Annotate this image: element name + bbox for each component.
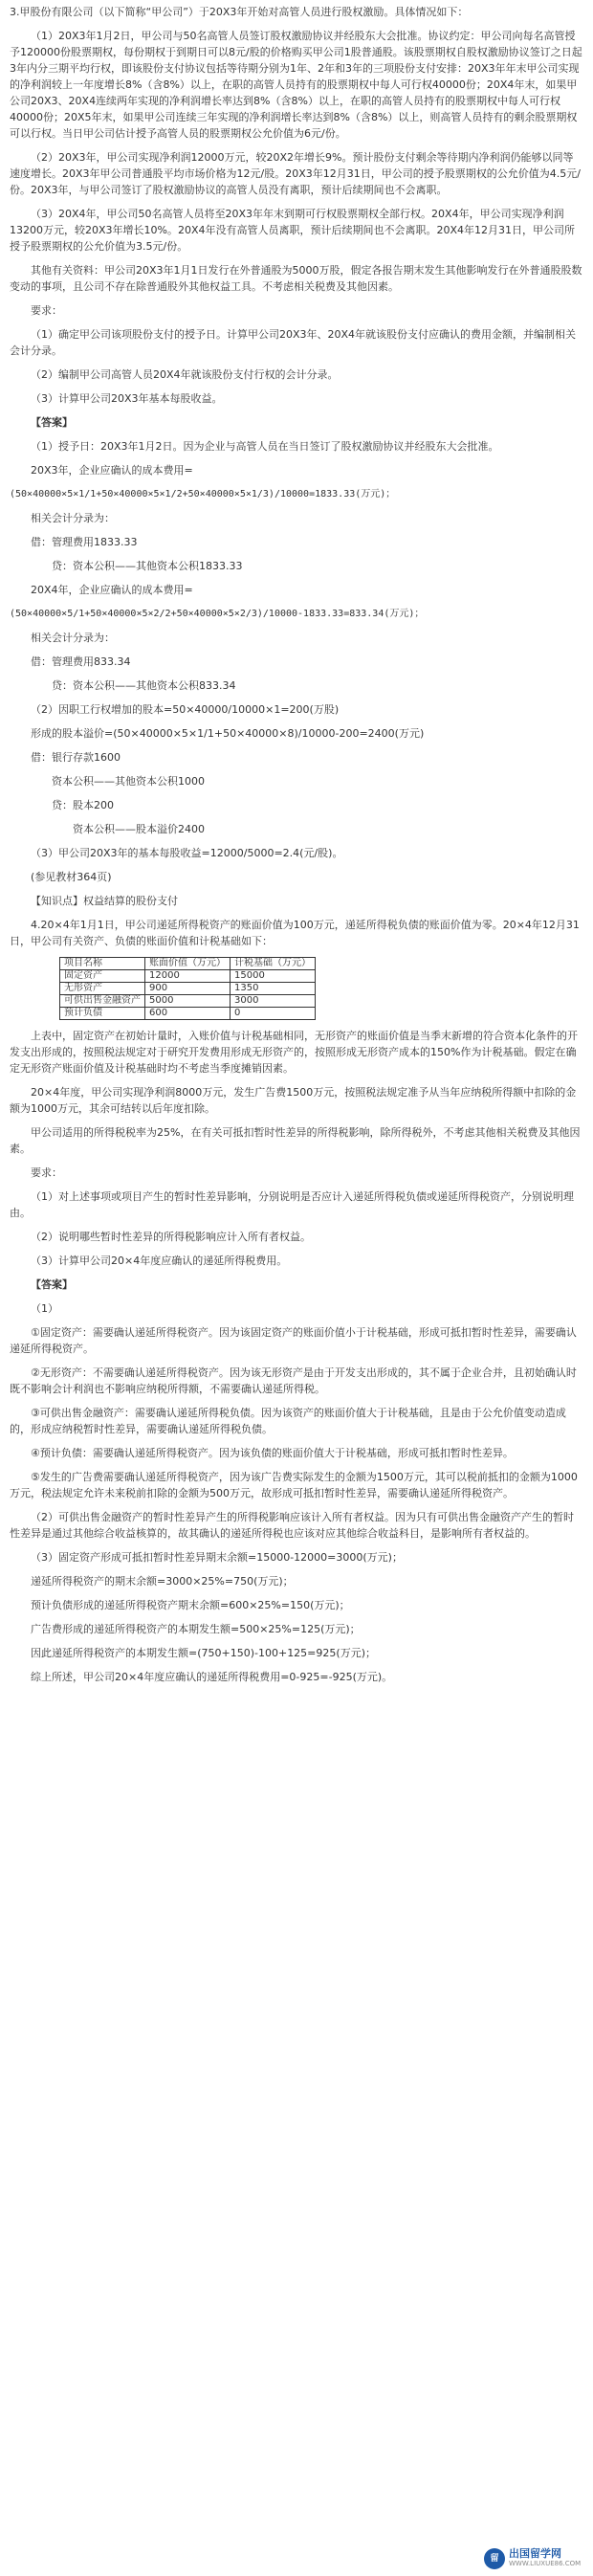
q4-para-2: 20×4年度，甲公司实现净利润8000万元，发生广告费1500万元，按照税法规定准予从当年应纳税所得额中扣除的金额为1000万元，其余可结转以后年度扣除。	[10, 1086, 577, 1115]
q3-entry-credit-3b: 资本公积——股本溢价2400	[73, 823, 205, 835]
table-row	[60, 970, 316, 983]
document	[10, 0, 583, 1685]
table-header-cell: 项目名称	[60, 958, 145, 970]
q3-expense-2024-label: 20X4年，企业应确认的成本费用=	[31, 584, 193, 596]
table-header-row	[60, 958, 316, 970]
watermark-name: 出国留学网	[509, 2547, 561, 2560]
q4-answer-3b: 预计负债形成的递延所得税资产期末余额=600×25%=150(万元)；	[31, 1599, 350, 1611]
table-row	[60, 995, 316, 1008]
table-cell: 3000	[231, 995, 316, 1008]
table-row	[60, 1008, 316, 1020]
table-cell: 0	[231, 1008, 316, 1020]
q4-answer-3: （3）固定资产形成可抵扣暂时性差异期末余额=15000-12000=3000(万元)；	[31, 1551, 403, 1564]
q4-answer-3e: 综上所述，甲公司20×4年度应确认的递延所得税费用=0-925=-925(万元)。	[31, 1671, 393, 1683]
q3-entry-debit-3: 借：银行存款1600	[31, 751, 121, 764]
q3-reference: (参见教材364页)	[31, 871, 112, 883]
q3-entry-debit-3b: 资本公积——其他资本公积1000	[52, 775, 205, 788]
q4-para-1: 上表中，固定资产在初始计量时，入账价值与计税基础相同，无形资产的账面价值是当季末新增的符合资本化条件的开发支出形成的，按照税法规定对于研究开发费用形成无形资产的，按照形成无形资产成本的150%作为计税基础。假定在确定无形资产账面价值及计税基础时均不考虑当季度摊销因素。	[10, 1030, 578, 1075]
q3-requirement-1: （1）确定甲公司该项股份支付的授予日。计算甲公司20X3年、20X4年就该股份支付应确认的费用金额，并编制相关会计分录。	[10, 328, 577, 357]
q3-expense-2023-label: 20X3年，企业应确认的成本费用=	[31, 464, 193, 477]
table-cell: 可供出售金融资产	[60, 995, 145, 1008]
q4-table	[59, 957, 316, 1020]
q4-requirements-label: 要求：	[31, 1166, 62, 1179]
table-cell: 1350	[231, 983, 316, 995]
table-cell: 12000	[145, 970, 231, 983]
q3-answer-1: （1）授予日：20X3年1月2日。因为企业与高管人员在当日签订了股权激励协议并经股东大会批准。	[31, 440, 499, 453]
q4-answer-2: （2）可供出售金融资产的暂时性差异产生的所得税影响应该计入所有者权益。因为只有可供出售金融资产产生的暂时性差异是通过其他综合收益核算的，故其确认的递延所得税也应该对应其他综合收益科目，是影响所有者权益的。	[10, 1511, 574, 1540]
q3-answer-2-premium: 形成的股本溢价=(50×40000×5×1/1+50×40000×8)/10000-200=2400(万元)	[31, 727, 425, 740]
q3-answer-2: （2）因职工行权增加的股本=50×40000/10000×1=200(万股)	[31, 703, 340, 716]
q4-answer-1-4: ④预计负债：需要确认递延所得税资产。因为该负债的账面价值大于计税基础，形成可抵扣暂时性差异。	[31, 1447, 514, 1459]
q3-para-3: （3）20X4年，甲公司50名高管人员将至20X3年年末到期可行权股票期权全部行权。20X4年，甲公司实现净利润13200万元，较20X3年增长10%。20X4年没有高管人员离职，预计后续期间也不会离职。20X4年12月31日，甲公司所授予股票期权的公允价值为3.5元/份。	[10, 208, 576, 253]
q3-para-2: （2）20X3年，甲公司实现净利润12000万元，较20X2年增长9%。预计股份支付剩余等待期内净利润仍能够以同等速度增长。20X3年甲公司普通股平均市场价格为12元/股。20X3年12月31日，甲公司的授予股票期权的公允价值为4.5元/份。20X3年，与甲公司签订了股权激励协议的高管人员没有离职，预计后续期间也不会离职。	[10, 151, 581, 196]
q3-answer-label: 【答案】	[31, 416, 73, 429]
q4-answer-label: 【答案】	[31, 1278, 73, 1291]
table-cell: 900	[145, 983, 231, 995]
q4-answer-1-1: ①固定资产：需要确认递延所得税资产。因为该固定资产的账面价值小于计税基础，形成可抵扣暂时性差异，需要确认递延所得税资产。	[10, 1326, 577, 1355]
q4-requirement-1: （1）对上述事项或项目产生的暂时性差异影响，分别说明是否应计入递延所得税负债或递延所得税资产，分别说明理由。	[10, 1190, 574, 1219]
q3-requirement-2: （2）编制甲公司高管人员20X4年就该股份支付行权的会计分录。	[31, 368, 339, 381]
table-cell: 预计负债	[60, 1008, 145, 1020]
q4-requirement-3: （3）计算甲公司20×4年度应确认的递延所得税费用。	[31, 1255, 288, 1267]
table-cell: 固定资产	[60, 970, 145, 983]
q3-para-1: （1）20X3年1月2日，甲公司与50名高管人员签订股权激励协议并经股东大会批准。协议约定：甲公司向每名高管授予120000份股票期权，每份期权于到期日可以8元/股的价格购买甲公司1股普通股。该股票期权自股权激励协议签订之日起3年内分三期平均行权，即该股份支付协议包括等待期分别为1年、2年和3年的三项股份支付安排：20X3年年末甲公司实现的净利润较上一年度增长8%（含8%）以上，在职的高管人员持有的股票期权中每人可行权40000份；20X4年末，如果甲公司20X3、20X4连续两年实现的净利润增长率达到8%（含8%）以上，在职的高管人员持有的股票期权中每人可行权40000份；20X5年末，如果甲公司连续三年实现的净利润增长率达到8%（含8%）以上，则高管人员持有的剩余股票期权可以行权。当日甲公司估计授予高管人员的股票期权公允价值为6元/份。	[10, 30, 582, 140]
q3-expense-2024-calc: (50×40000×5/1+50×40000×5×2/2+50×40000×5×2/3)/10000-1833.33=833.34(万元)；	[10, 609, 425, 619]
q3-answer-3: （3）甲公司20X3年的基本每股收益=12000/5000=2.4(元/股)。	[31, 847, 343, 859]
q3-requirement-3: （3）计算甲公司20X3年基本每股收益。	[31, 392, 223, 405]
q4-para-3: 甲公司适用的所得税税率为25%，在有关可抵扣暂时性差异的所得税影响，除所得税外，不考虑其他相关税费及其他因素。	[10, 1126, 581, 1155]
q4-requirement-2: （2）说明哪些暂时性差异的所得税影响应计入所有者权益。	[31, 1231, 311, 1243]
table-cell: 600	[145, 1008, 231, 1020]
q4-answer-intro: （1）	[31, 1302, 58, 1315]
q3-para-4: 其他有关资料：甲公司20X3年1月1日发行在外普通股为5000万股，假定各报告期末发生其他影响发行在外普通股股数变动的事项，且公司不存在除普通股外其他权益工具。不考虑相关税费及其他因素。	[10, 264, 582, 293]
q4-answer-1-2: ②无形资产：不需要确认递延所得税资产。因为该无形资产是由于开发支出形成的，其不属于企业合并，且初始确认时既不影响会计利润也不影响应纳税所得额，不需要确认递延所得税。	[10, 1366, 577, 1395]
table-cell: 5000	[145, 995, 231, 1008]
q3-knowledge-point: 【知识点】权益结算的股份支付	[31, 895, 178, 907]
table-header-cell: 账面价值（万元）	[145, 958, 231, 970]
watermark	[484, 2545, 589, 2572]
q4-answer-3a: 递延所得税资产的期末余额=3000×25%=750(万元)；	[31, 1575, 294, 1588]
q3-entry-label-1: 相关会计分录为：	[31, 512, 115, 524]
table-header-cell: 计税基础（万元）	[231, 958, 316, 970]
q3-entry-label-2: 相关会计分录为：	[31, 632, 115, 644]
q3-entry-debit-1: 借：管理费用1833.33	[31, 536, 138, 548]
q3-entry-credit-3: 贷：股本200	[52, 799, 114, 811]
table-row	[60, 983, 316, 995]
q4-answer-3d: 因此递延所得税资产的本期发生额=(750+150)-100+125=925(万元)；	[31, 1647, 376, 1659]
q3-expense-2023-calc: (50×40000×5×1/1+50×40000×5×1/2+50×40000×5×1/3)/10000=1833.33(万元)；	[10, 489, 396, 500]
q4-answer-1-5: ⑤发生的广告费需要确认递延所得税资产，因为该广告费实际发生的金额为1500万元，其可以税前抵扣的金额为1000万元，税法规定允许未来税前扣除的金额为500万元，故形成可抵扣暂时性差异，需要确认递延所得税资产。	[10, 1471, 578, 1499]
q3-requirements-label: 要求：	[31, 304, 62, 317]
q3-entry-debit-2: 借：管理费用833.34	[31, 655, 131, 668]
q4-title: 4.20×4年1月1日，甲公司递延所得税资产的账面价值为100万元，递延所得税负债的账面价值为零。20×4年12月31日，甲公司有关资产、负债的账面价值和计税基础如下：	[10, 919, 580, 947]
q3-entry-credit-1: 贷：资本公积——其他资本公积1833.33	[52, 560, 243, 572]
watermark-logo: 留	[484, 2548, 505, 2569]
q3-title: 3.甲股份有限公司（以下简称“甲公司”）于20X3年开始对高管人员进行股权激励。具体情况如下：	[10, 6, 469, 18]
q4-answer-3c: 广告费形成的递延所得税资产的本期发生额=500×25%=125(万元)；	[31, 1623, 361, 1635]
q3-entry-credit-2: 贷：资本公积——其他资本公积833.34	[52, 679, 236, 692]
table-cell: 15000	[231, 970, 316, 983]
q4-answer-1-3: ③可供出售金融资产：需要确认递延所得税负债。因为该资产的账面价值大于计税基础，且是由于公允价值变动造成的，形成应纳税暂时性差异，需要确认递延所得税负债。	[10, 1407, 566, 1435]
watermark-url: WWW.LIUXUE86.COM	[509, 2560, 582, 2567]
table-cell: 无形资产	[60, 983, 145, 995]
